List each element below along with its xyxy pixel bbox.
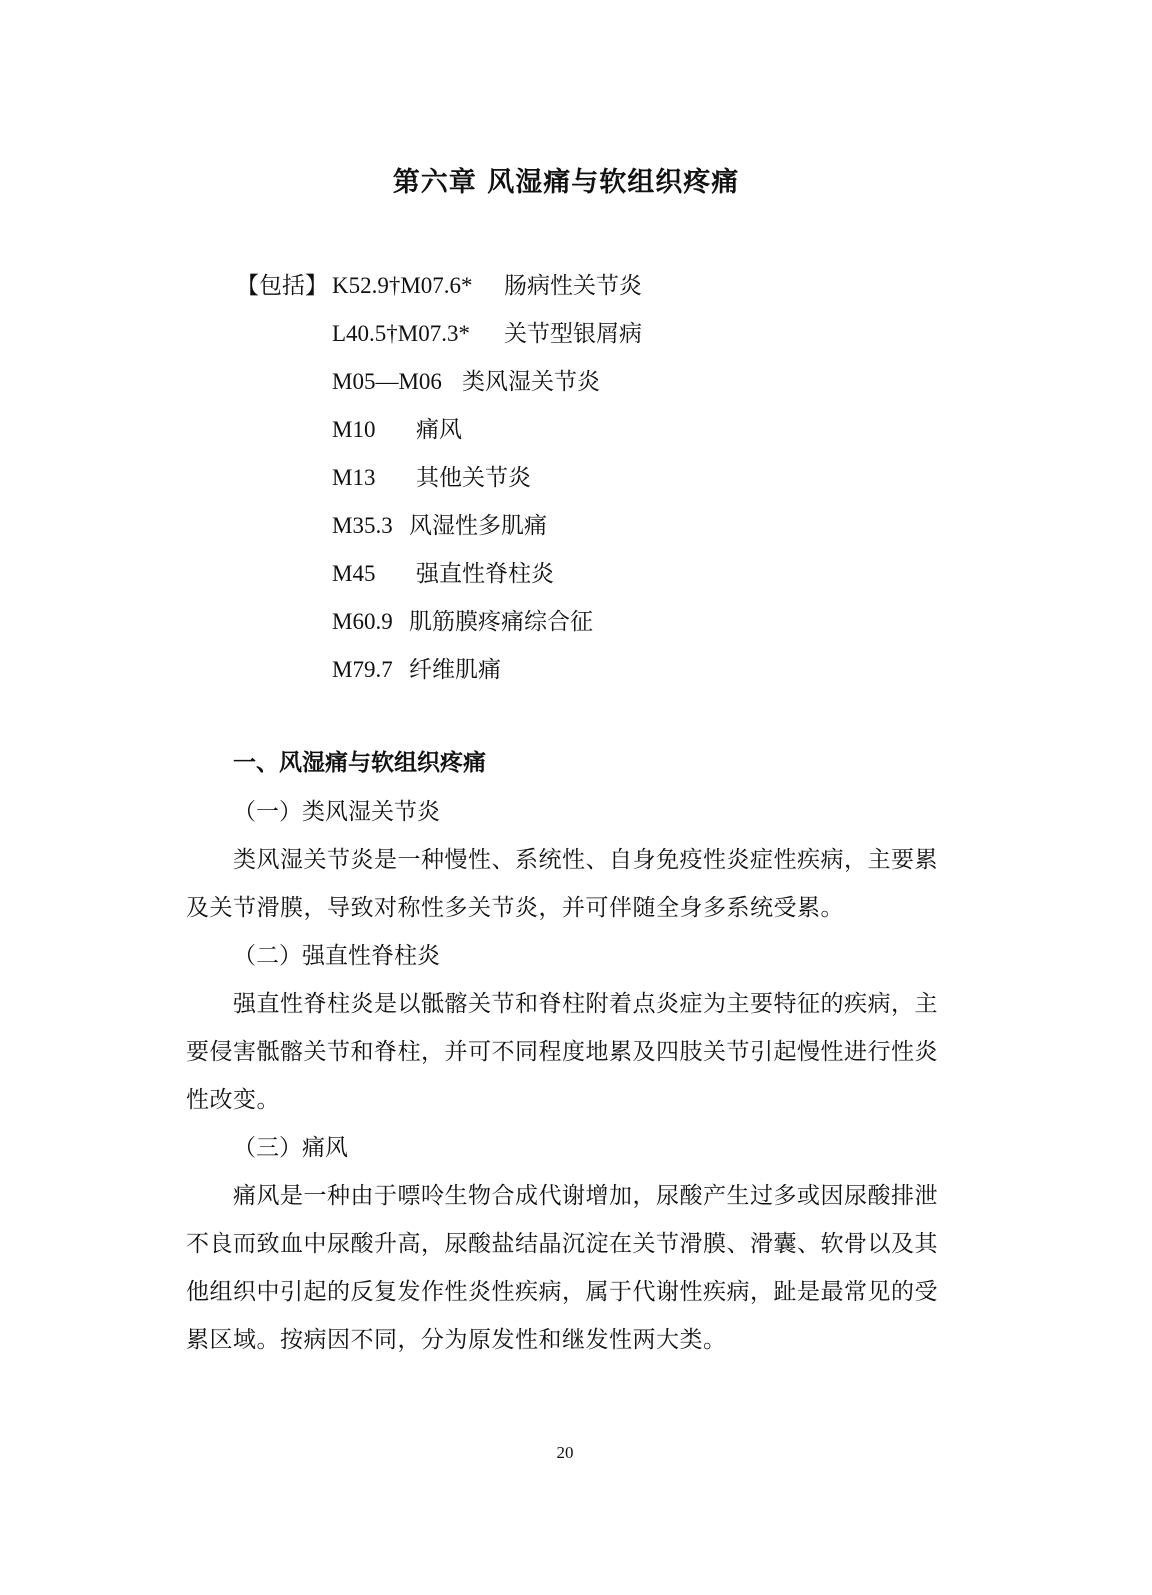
includes-item xyxy=(236,502,642,550)
includes-item xyxy=(236,598,642,646)
diagnosis-code: L40.5†M07.3* xyxy=(332,321,470,346)
subsection-title: （三）痛风 xyxy=(233,1135,348,1161)
includes-prefix: 【包括】 xyxy=(236,273,328,299)
diagnosis-code: M10 xyxy=(332,417,376,442)
diagnosis-name: 痛风 xyxy=(416,417,462,443)
includes-item xyxy=(236,358,642,406)
diagnosis-name: 强直性脊柱炎 xyxy=(416,561,554,587)
diagnosis-name: 纤维肌痛 xyxy=(409,657,501,683)
diagnosis-name: 关节型银屑病 xyxy=(504,321,642,347)
subsection-title: （一）类风湿关节炎 xyxy=(233,799,440,825)
subsection-paragraph: 强直性脊柱炎是以骶髂关节和脊柱附着点炎症为主要特征的疾病，主要侵害骶髂关节和脊柱，并可不同程度地累及四肢关节引起慢性进行性炎性改变。 xyxy=(186,991,938,1113)
includes-item xyxy=(236,550,642,598)
chapter-title: 第六章 风湿痛与软组织疼痛 xyxy=(392,167,740,198)
includes-item xyxy=(236,262,642,310)
includes-list xyxy=(236,262,642,694)
diagnosis-code: M35.3 xyxy=(332,513,393,538)
diagnosis-name: 其他关节炎 xyxy=(416,465,531,491)
includes-item xyxy=(236,454,642,502)
includes-item xyxy=(236,310,642,358)
diagnosis-code: M45 xyxy=(332,561,376,586)
diagnosis-name: 肌筋膜疼痛综合征 xyxy=(409,609,593,635)
subsection-paragraph: 类风湿关节炎是一种慢性、系统性、自身免疫性炎症性疾病，主要累及关节滑膜，导致对称性多关节炎，并可伴随全身多系统受累。 xyxy=(186,847,938,921)
includes-item xyxy=(236,406,642,454)
diagnosis-name: 肠病性关节炎 xyxy=(504,273,642,299)
diagnosis-code: M60.9 xyxy=(332,609,393,634)
subsection-paragraph: 痛风是一种由于嘌呤生物合成代谢增加，尿酸产生过多或因尿酸排泄不良而致血中尿酸升高，尿酸盐结晶沉淀在关节滑膜、滑囊、软骨以及其他组织中引起的反复发作性炎性疾病，属于代谢性疾病，趾是最常见的受累区域。按病因不同，分为原发性和继发性两大类。 xyxy=(186,1183,938,1353)
diagnosis-name: 类风湿关节炎 xyxy=(462,369,600,395)
page-number: 20 xyxy=(556,1443,574,1462)
section-body xyxy=(186,788,938,1364)
subsection-title: （二）强直性脊柱炎 xyxy=(233,943,440,969)
diagnosis-name: 风湿性多肌痛 xyxy=(409,513,547,539)
diagnosis-code: M79.7 xyxy=(332,657,393,682)
includes-item xyxy=(236,646,642,694)
diagnosis-code: M05—M06 xyxy=(332,369,442,394)
section-heading: 一、风湿痛与软组织疼痛 xyxy=(233,750,486,776)
diagnosis-code: M13 xyxy=(332,465,376,490)
diagnosis-code: K52.9†M07.6* xyxy=(332,273,473,298)
